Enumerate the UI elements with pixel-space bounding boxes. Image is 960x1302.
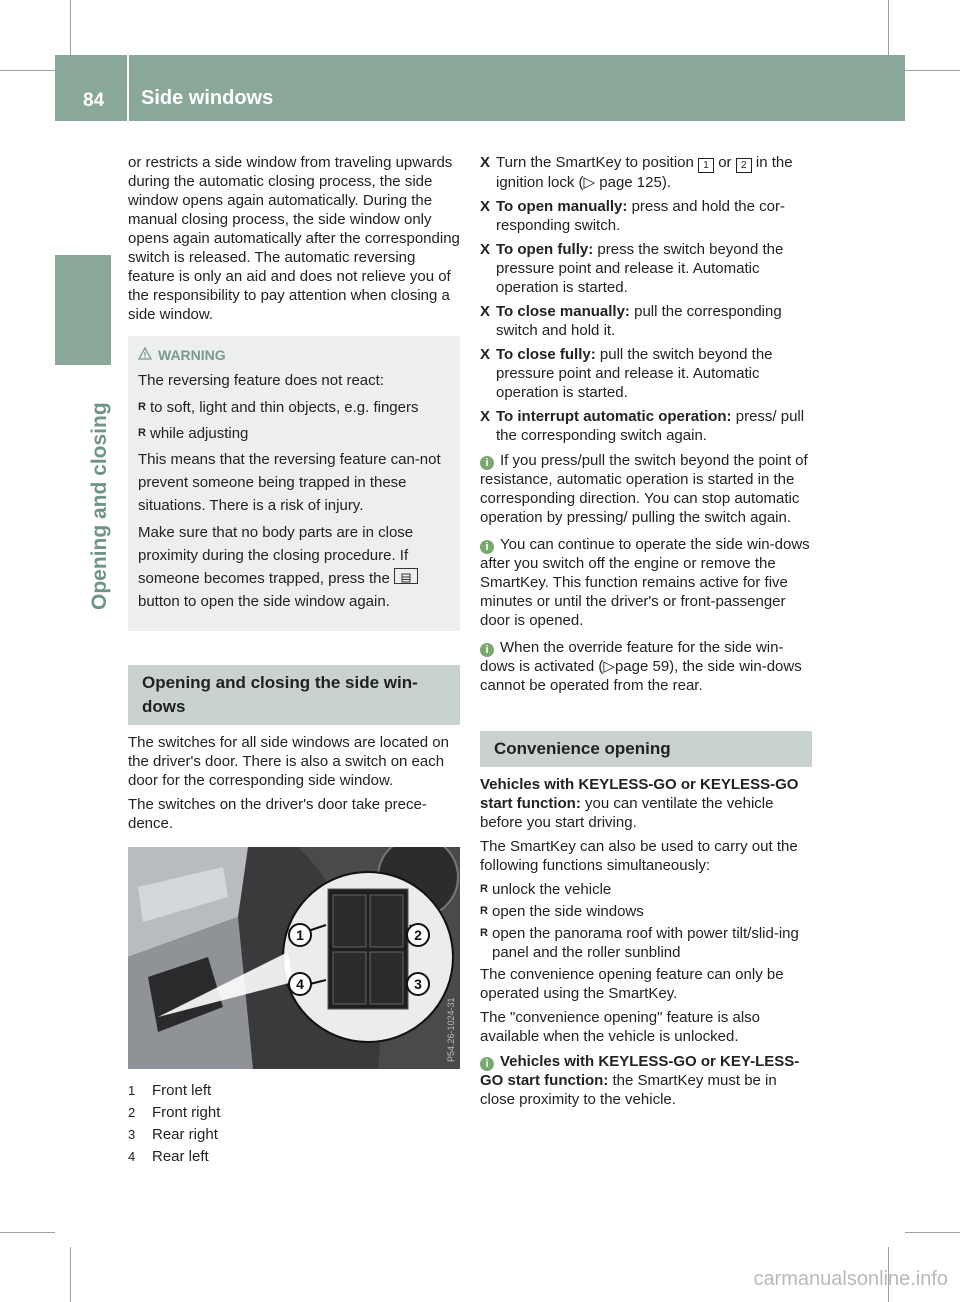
legend-label: Rear right: [152, 1126, 218, 1143]
info-icon: i: [480, 643, 494, 657]
body-bold: Vehicles with KEYLESS-GO or KEYLESS-GO start function:: [480, 776, 799, 812]
legend-label: Front right: [152, 1104, 221, 1121]
warning-lead: The reversing feature does not react:: [138, 372, 384, 389]
section-heading: Opening and closing the side win-dows: [128, 665, 460, 725]
warning-title-text: WARNING: [158, 347, 226, 363]
legend-label: Rear left: [152, 1148, 209, 1165]
step-text: pull the corresponding switch and hold it.: [496, 303, 782, 339]
step-text: press and hold the cor-responding switch.: [496, 198, 785, 234]
legend-item: [128, 1081, 460, 1100]
step-text: or: [718, 154, 732, 171]
warning-bullet: R while adjusting: [138, 422, 450, 445]
legend-num: 1: [128, 1083, 136, 1098]
warning-box: [128, 336, 460, 631]
info-note: [480, 638, 812, 695]
body-paragraph: The switches on the driver's door take prece-dence.: [128, 796, 427, 832]
step-bold: To interrupt automatic operation:: [496, 408, 732, 425]
warning-para-text: Make sure that no body parts are in close proximity during the closing procedure. If someone becomes trapped, press the: [138, 524, 414, 587]
info-icon: i: [480, 540, 494, 554]
step-item: [480, 153, 812, 192]
callout-4: 4: [296, 976, 304, 992]
info-text: You can continue to operate the side win-dows after you switch off the engine or remove the SmartKey. This function remains active for five minutes or until the driver's or front-passenger door is opened.: [480, 536, 810, 629]
legend-item: [128, 1103, 460, 1122]
header-divider: [127, 55, 129, 121]
info-text: When the override feature for the side win-dows is activated (: [480, 639, 784, 675]
page-header: [55, 55, 905, 121]
crop-mark: [905, 1232, 960, 1233]
list-item: R open the side windows: [480, 902, 812, 921]
warning-triangle-icon: [138, 344, 152, 367]
step-item: [480, 407, 812, 445]
legend-item: [128, 1147, 460, 1166]
info-note: [480, 535, 812, 630]
list-item: R open the panorama roof with power tilt/slid-ing panel and the roller sunblind: [480, 924, 812, 962]
step-item: [480, 302, 812, 340]
crop-mark: [0, 70, 55, 71]
info-icon: i: [480, 456, 494, 470]
chapter-tab: [55, 255, 111, 365]
window-switch-figure: [128, 847, 460, 1069]
info-note: [480, 1052, 812, 1109]
legend-num: 2: [128, 1105, 136, 1120]
ref-arrow-icon: ▷: [583, 174, 596, 191]
callout-1: 1: [296, 927, 304, 943]
legend-item: [128, 1125, 460, 1144]
crop-mark: [70, 0, 71, 55]
footer-watermark[interactable]: carmanualsonline.info: [753, 1268, 948, 1290]
info-text: If you press/pull the switch beyond the point of resistance, automatic operation is started in the corresponding direction. You can stop automatic operation by pressing/ pulling the switch again.: [480, 452, 808, 526]
step-bold: To close manually:: [496, 303, 630, 320]
step-bold: To close fully:: [496, 346, 596, 363]
key-position-2: 2: [736, 158, 752, 173]
step-item: [480, 345, 812, 402]
info-icon: i: [480, 1057, 494, 1071]
step-item: [480, 240, 812, 297]
body-paragraph: The "convenience opening" feature is also available when the vehicle is unlocked.: [480, 1009, 760, 1045]
switch-panel-illustration: [128, 847, 460, 1069]
intro-paragraph: or restricts a side window from traveling upwards during the automatic closing process, the side window opens again automatically. During the manual closing process, the side window only opens again automatically after the corresponding switch is released. The automatic reversing feature is only an aid and does not relieve you of the responsibility to pay attention when closing a side window.: [128, 154, 460, 323]
list-item: R unlock the vehicle: [480, 880, 812, 899]
info-text: the SmartKey must be in close proximity to the vehicle.: [480, 1072, 777, 1108]
callout-3: 3: [414, 976, 422, 992]
right-column: [480, 153, 812, 1117]
step-text: press the switch beyond the pressure point and release it. Automatic operation is started.: [496, 241, 784, 296]
crop-mark: [0, 1232, 55, 1233]
legend-num: 3: [128, 1127, 136, 1142]
info-bold: Vehicles with KEYLESS-GO or KEY-LESS-GO start function:: [480, 1053, 800, 1089]
warning-title: [138, 344, 450, 367]
step-text: press/ pull the corresponding switch again.: [496, 408, 805, 444]
chapter-label: Opening and closing: [88, 402, 111, 610]
step-text: Turn the SmartKey to position: [496, 154, 694, 171]
warning-para-text: button to open the side window again.: [138, 593, 390, 610]
body-paragraph: The switches for all side windows are located on the driver's door. There is also a switch on each door for the corresponding side window.: [128, 734, 449, 789]
body-paragraph: [480, 775, 812, 832]
warning-para: This means that the reversing feature can-not prevent someone being trapped in these situations. There is a risk of injury.: [138, 451, 441, 514]
page-number: 84: [83, 90, 105, 111]
step-text: pull the switch beyond the pressure point and release it. Automatic operation is started.: [496, 346, 773, 401]
page-title: Side windows: [141, 87, 274, 109]
body-paragraph: The SmartKey can also be used to carry out the following functions simultaneously:: [480, 838, 798, 874]
info-note: [480, 451, 812, 527]
step-bold: To open fully:: [496, 241, 594, 258]
crop-mark: [70, 1247, 71, 1302]
crop-mark: [905, 70, 960, 71]
left-column: [128, 153, 460, 1169]
page-ref[interactable]: page 59), the side win-dows cannot be operated from the rear.: [480, 658, 802, 694]
step-item: [480, 197, 812, 235]
crop-mark: [888, 0, 889, 55]
body-paragraph: The convenience opening feature can only be operated using the SmartKey.: [480, 966, 784, 1002]
step-bold: To open manually:: [496, 198, 628, 215]
section-heading: Convenience opening: [480, 731, 812, 767]
page-ref[interactable]: page 125).: [599, 174, 671, 191]
window-button-icon: [394, 568, 418, 584]
step-text: in the ignition lock (: [496, 154, 793, 191]
legend-num: 4: [128, 1149, 136, 1164]
figure-legend: [128, 1081, 460, 1166]
callout-2: 2: [414, 927, 422, 943]
warning-bullet: R to soft, light and thin objects, e.g. fingers: [138, 396, 450, 419]
key-position-1: 1: [698, 158, 714, 173]
figure-code: P54.26-1024-31: [446, 997, 456, 1062]
legend-label: Front left: [152, 1082, 212, 1099]
warning-para: [138, 521, 450, 613]
ref-arrow-icon: ▷: [603, 658, 615, 675]
body-text: you can ventilate the vehicle before you start driving.: [480, 795, 774, 831]
